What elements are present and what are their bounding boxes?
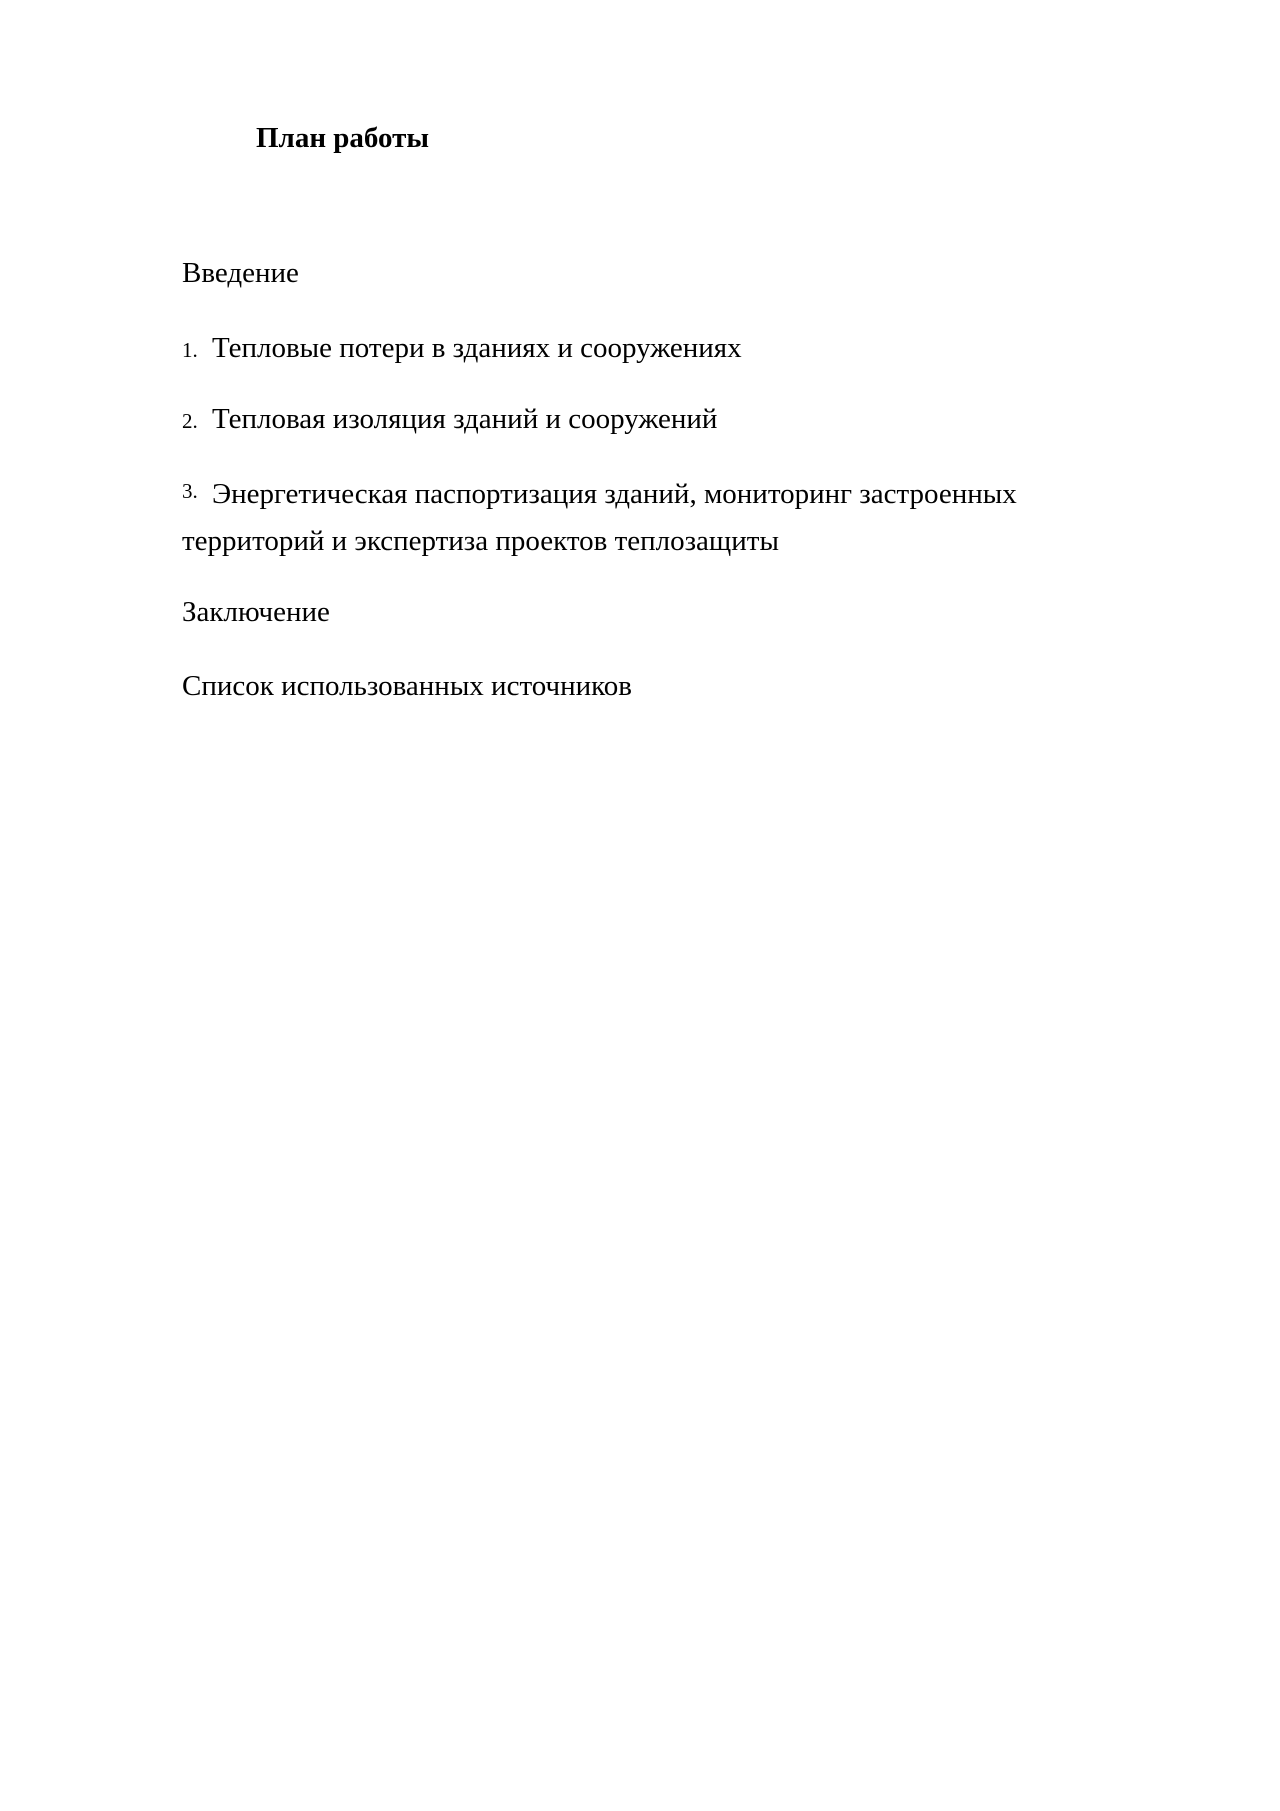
toc-item-3-continuation: территорий и экспертиза проектов теплозащиты <box>182 525 779 557</box>
toc-intro: Введение <box>182 257 299 289</box>
toc-item-number: 1. <box>182 338 198 362</box>
toc-item-text: Энергетическая паспортизация зданий, мониторинг застроенных <box>212 478 1017 510</box>
toc-conclusion: Заключение <box>182 596 330 628</box>
toc-item-3 <box>182 473 1017 512</box>
toc-references: Список использованных источников <box>182 670 632 702</box>
page-title: План работы <box>256 122 430 154</box>
toc-item-text: Тепловые потери в зданиях и сооружениях <box>212 332 742 364</box>
toc-item-1 <box>182 330 742 368</box>
toc-item-number: 2. <box>182 409 198 433</box>
toc-item-2 <box>182 401 717 439</box>
toc-item-text: Тепловая изоляция зданий и сооружений <box>212 403 718 435</box>
toc-item-number: 3. <box>182 479 198 503</box>
